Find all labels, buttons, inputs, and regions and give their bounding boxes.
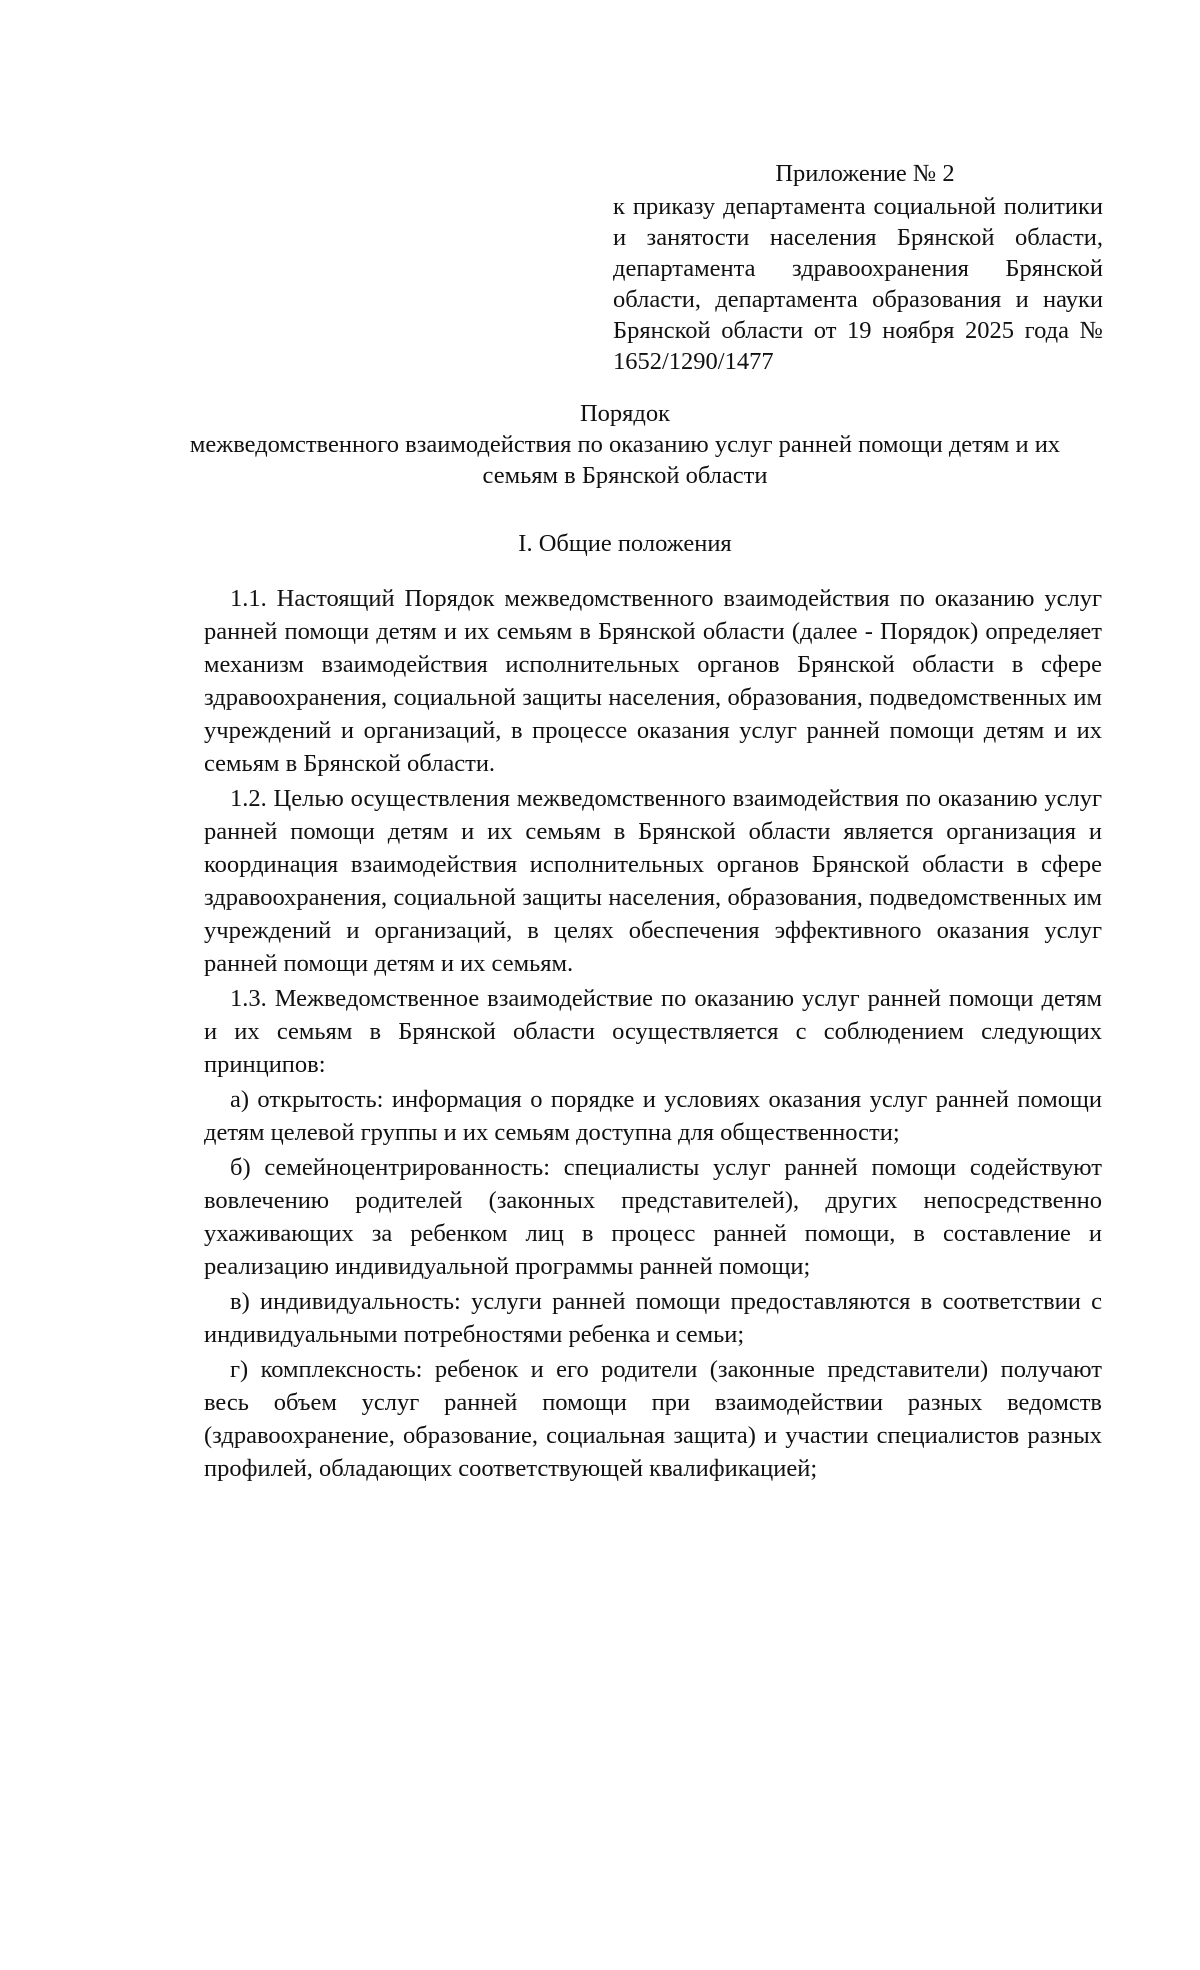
document-subtitle: межведомственного взаимодействия по оказанию услуг ранней помощи детям и их семьям в Брянской области — [189, 431, 1061, 489]
document-title: Порядок — [579, 400, 671, 427]
principle-v: в) индивидуальность: услуги ранней помощи предоставляются в соответствии с индивидуальными потребностями ребенка и семьи; — [204, 1288, 1102, 1348]
principle-a: а) открытость: информация о порядке и условиях оказания услуг ранней помощи детям целевой группы и их семьям доступна для общественности; — [204, 1086, 1102, 1146]
document-body — [204, 582, 1102, 1487]
principle-g: г) комплексность: ребенок и его родители (законные представители) получают весь объем услуг ранней помощи при взаимодействии разных ведомств (здравоохранение, образование, социальная защита) и участии специалистов разных профилей, обладающих соответствующей квалификацией; — [204, 1356, 1102, 1482]
paragraph-1-1: 1.1. Настоящий Порядок межведомственного взаимодействия по оказанию услуг ранней помощи детям и их семьям в Брянской области (далее - Порядок) определяет механизм взаимодействия исполнительных органов Брянской области в сфере здравоохранения, социальной защиты населения, образования, подведомственных им учреждений и организаций, в процессе оказания услуг ранней помощи детям и их семьям в Брянской области. — [204, 585, 1102, 777]
appendix-title: Приложение № 2 — [775, 160, 955, 187]
principle-b: б) семейноцентрированность: специалисты услуг ранней помощи содействуют вовлечению родителей (законных представителей), других непосредственно ухаживающих за ребенком лиц в процесс ранней помощи, в составление и реализацию индивидуальной программы ранней помощи; — [204, 1154, 1102, 1280]
section-heading: I. Общие положения — [518, 530, 732, 557]
appendix-block — [613, 158, 1103, 377]
appendix-reference: к приказу департамента социальной политики и занятости населения Брянской области, департамента здравоохранения Брянской области, департамента образования и науки Брянской области от 19 ноября 2025 года № 1652/1290/1477 — [613, 193, 1103, 375]
document-heading — [150, 398, 1100, 491]
paragraph-1-2: 1.2. Целью осуществления межведомственного взаимодействия по оказанию услуг ранней помощи детям и их семьям в Брянской области является организация и координация взаимодействия исполнительных органов Брянской области в сфере здравоохранения, социальной защиты населения, образования, подведомственных им учреждений и организаций, в целях обеспечения эффективного оказания услуг ранней помощи детям и их семьям. — [204, 785, 1102, 977]
paragraph-1-3: 1.3. Межведомственное взаимодействие по оказанию услуг ранней помощи детям и их семьям в Брянской области осуществляется с соблюдением следующих принципов: — [204, 985, 1102, 1078]
